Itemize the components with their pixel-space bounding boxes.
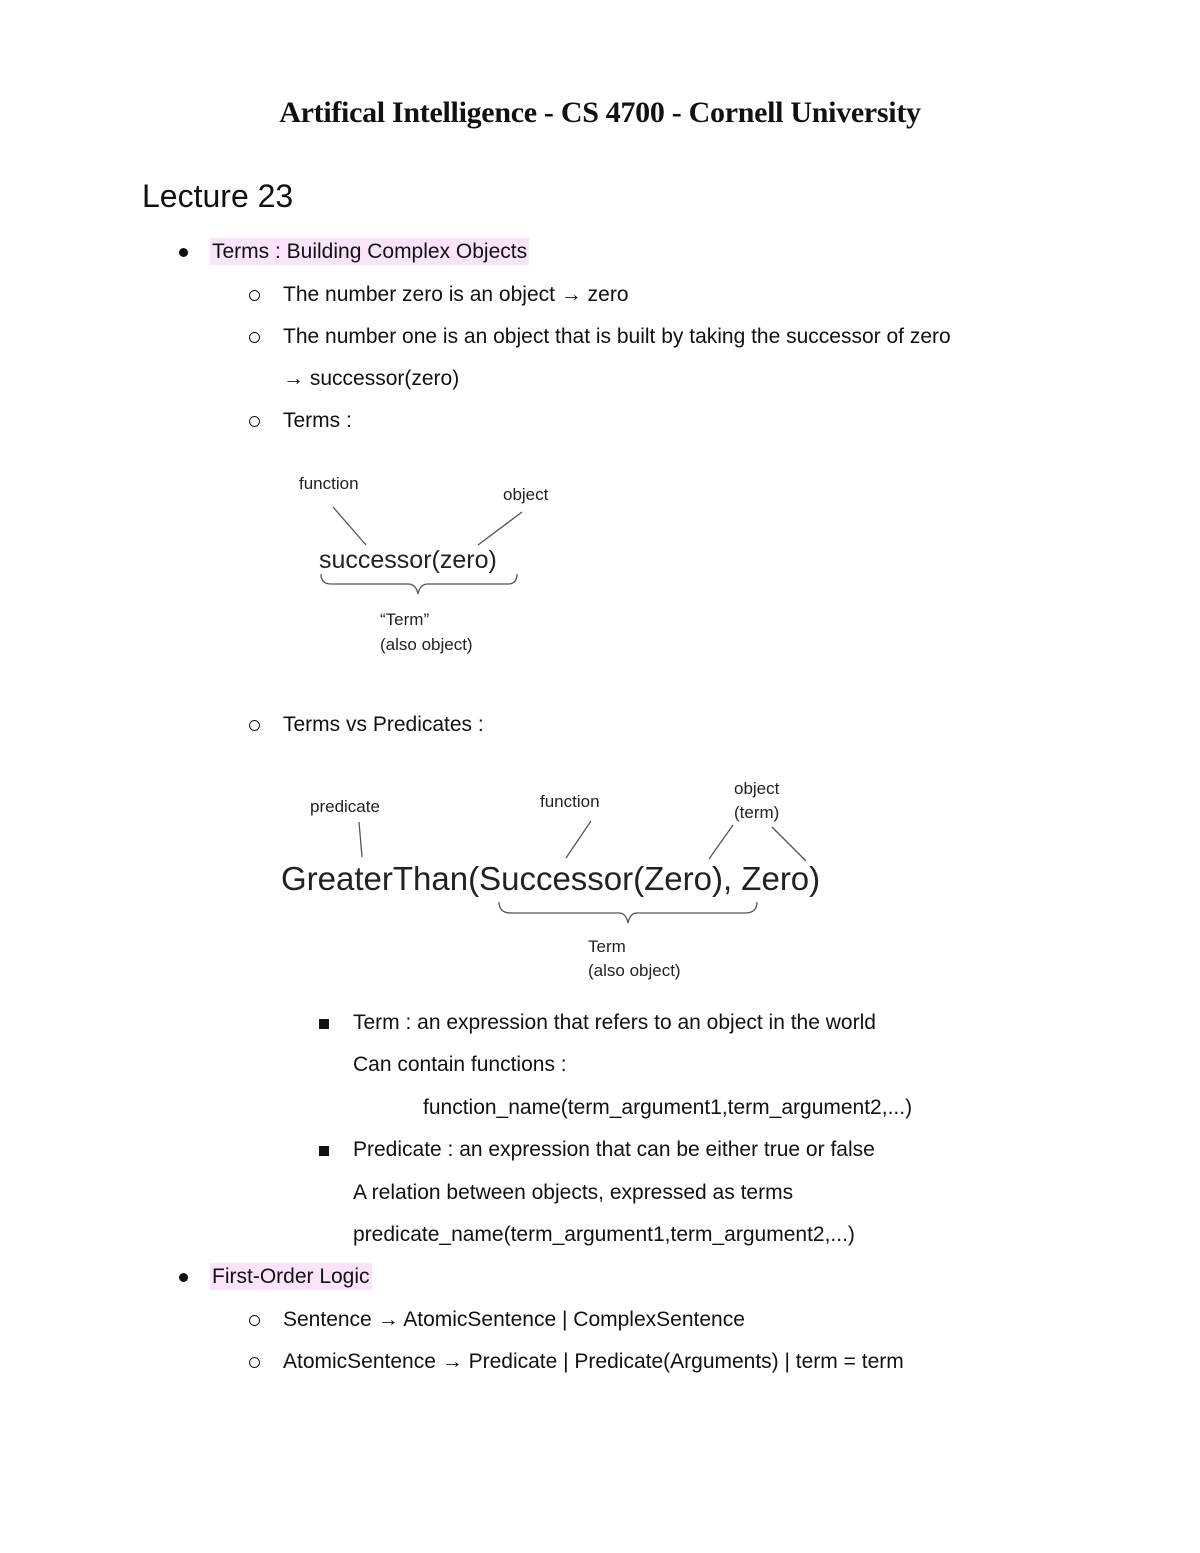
list-item: Predicate : an expression that can be either true or false <box>353 1138 875 1161</box>
diagram-label-term: (term) <box>734 803 780 822</box>
diagram-label-function: function <box>299 474 359 493</box>
diagram-label-object: object <box>734 779 780 798</box>
list-item: The number one is an object that is built by taking the successor of zero <box>283 325 951 348</box>
connector-line <box>709 825 733 859</box>
bullet-disc-icon <box>179 1273 188 1282</box>
list-item-continuation: → successor(zero) <box>283 367 460 390</box>
diagram-label-term: Term <box>588 937 626 956</box>
list-item: Term : an expression that refers to an object in the world <box>353 1011 876 1034</box>
bullet-square-icon <box>319 1019 329 1029</box>
list-item: AtomicSentence → Predicate | Predicate(Arguments) | term = term <box>283 1350 904 1373</box>
connector-line <box>359 822 362 857</box>
diagram-label-object: object <box>503 485 549 504</box>
list-item-continuation: A relation between objects, expressed as terms <box>353 1181 794 1204</box>
list-item: Terms : <box>283 409 352 432</box>
connector-line <box>566 821 591 858</box>
list-item: The number zero is an object → zero <box>283 283 629 306</box>
highlight: First-Order Logic <box>212 1265 370 1288</box>
diagram-label-predicate: predicate <box>310 797 380 816</box>
list-item-continuation: Can contain functions : <box>353 1053 567 1076</box>
diagram-label-function: function <box>540 792 600 811</box>
connector-line <box>772 827 806 861</box>
diagram-label-also-object: (also object) <box>588 961 681 980</box>
list-item: Sentence → AtomicSentence | ComplexSentence <box>283 1308 745 1331</box>
section-heading-fol <box>210 1263 372 1291</box>
code-line: function_name(term_argument1,term_argument2,...) <box>423 1096 913 1119</box>
code-line: predicate_name(term_argument1,term_argument2,...) <box>353 1223 855 1246</box>
diagram-expression: successor(zero) <box>319 546 497 574</box>
diagram-label-also-object: (also object) <box>380 635 473 654</box>
lecture-heading: Lecture 23 <box>142 178 294 214</box>
highlight: Terms : Building Complex Objects <box>212 240 528 263</box>
diagram-expression: GreaterThan(Successor(Zero), Zero) <box>281 860 821 897</box>
document-title: Artifical Intelligence - CS 4700 - Cornell University <box>279 96 921 129</box>
list-item: Terms vs Predicates : <box>283 713 484 736</box>
bullet-square-icon <box>319 1146 329 1156</box>
bullet-circle-icon <box>249 1315 260 1326</box>
diagram-label-term: “Term” <box>380 610 430 629</box>
brace-icon <box>499 902 757 923</box>
bullet-circle-icon <box>249 1357 260 1368</box>
